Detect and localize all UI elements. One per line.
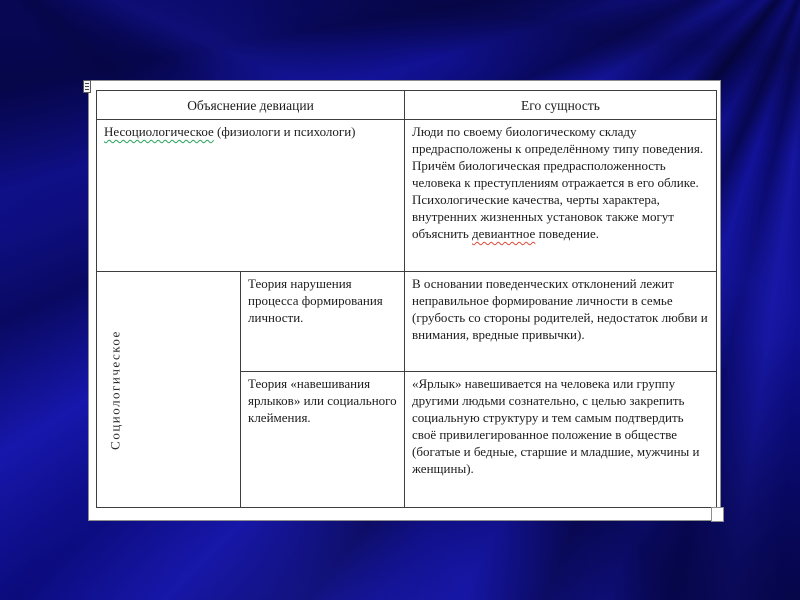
spelling-marked-word: девиантное <box>472 226 536 241</box>
table-move-handle-icon[interactable] <box>83 80 91 93</box>
row-non-sociological <box>97 120 717 272</box>
header-cell-explanation[interactable]: Объяснение девиации <box>97 91 405 120</box>
deviation-table <box>96 90 717 508</box>
embedded-document-object[interactable] <box>88 80 721 521</box>
cell-sociological-group-label[interactable] <box>97 272 241 508</box>
table-header-row <box>97 91 717 120</box>
cell-non-sociological-essence[interactable] <box>405 120 717 272</box>
cell-theory-formation[interactable]: Теория нарушения процесса формирования личности. <box>241 272 405 372</box>
cell-essence-labeling[interactable]: «Ярлык» навешивается на человека или группу другими людьми сознательно, с целью закрепить социальную структуру и тем самым подтвердить своё привилегированное положение в обществе (богатые и бедные, старшие и младшие, мужчины и женщины). <box>405 372 717 508</box>
row-sociological-theory-1 <box>97 272 717 372</box>
grammar-marked-word: Несоциологическое <box>104 124 214 139</box>
essence-text-end: поведение. <box>535 226 600 241</box>
cell-non-sociological-label[interactable] <box>97 120 405 272</box>
header-cell-essence[interactable]: Его сущность <box>405 91 717 120</box>
sociological-vertical-label: Социологическое <box>107 329 123 450</box>
cell-essence-formation[interactable]: В основании поведенческих отклонений лежит неправильное формирование личности в семье (грубость со стороны родителей, недостаток любви и внимания, вредные привычки). <box>405 272 717 372</box>
non-sociological-label-rest: (физиологи и психологи) <box>213 124 356 139</box>
cell-theory-labeling[interactable]: Теория «навешивания ярлыков» или социального клеймения. <box>241 372 405 508</box>
essence-text-start: Люди по своему биологическому складу предрасположены к определённому типу поведения. Причём биологическая предрасположенность человека к преступлениям отражается в его облике. Психологические качества, черты характера, внутренних жизненных установок также могут объяснить <box>412 124 704 241</box>
resize-handle-notch[interactable] <box>711 507 724 522</box>
